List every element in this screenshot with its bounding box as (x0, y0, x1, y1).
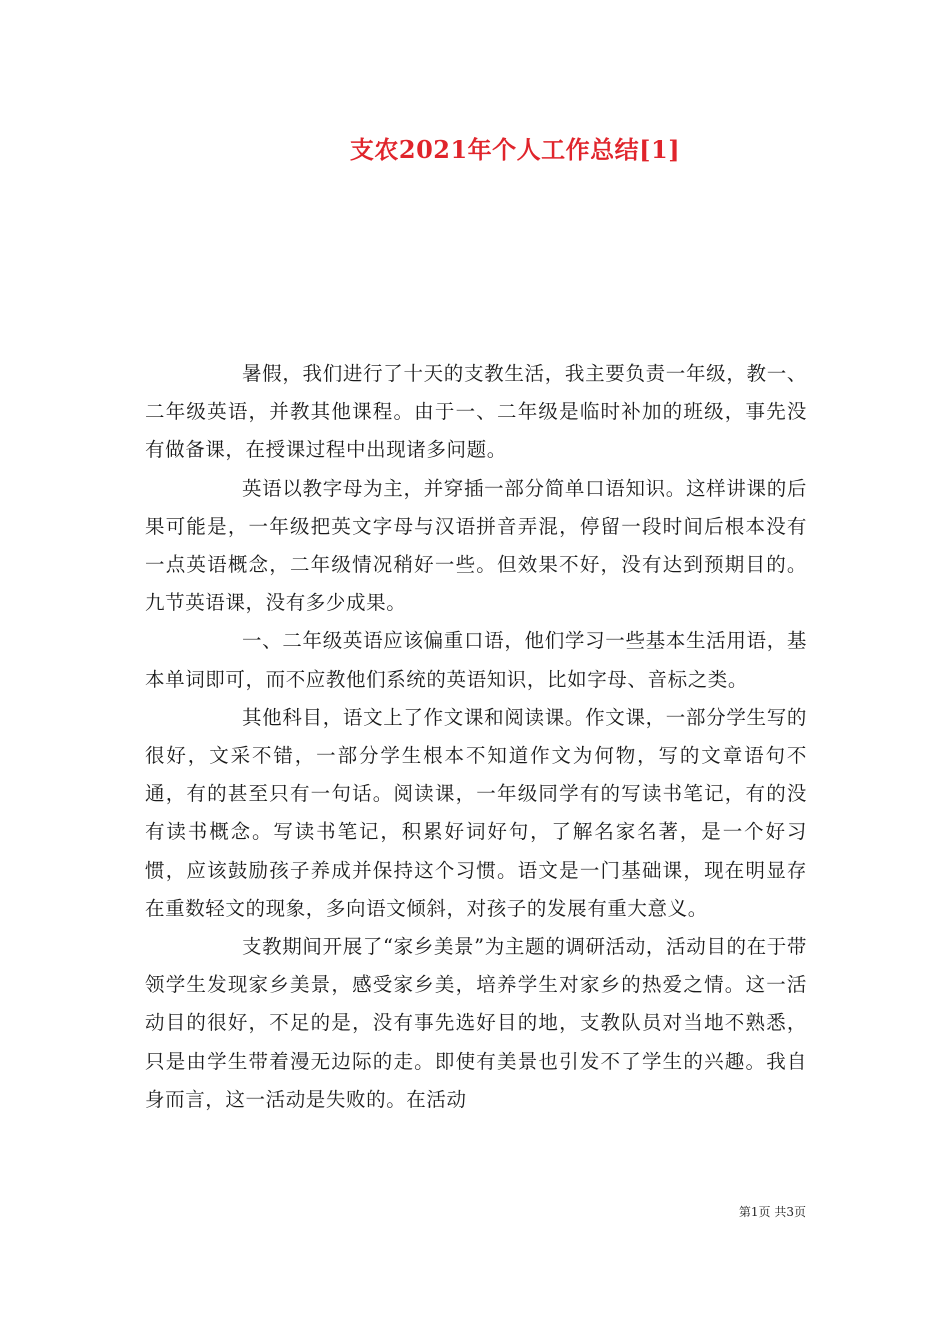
paragraph-5: 支教期间开展了“家乡美景”为主题的调研活动，活动目的在于带领学生发现家乡美景，感受家乡美，培养学生对家乡的热爱之情。这一活动目的很好，不足的是，没有事先选好目的地，支教队员对当地不熟悉，只是由学生带着漫无边际的走。即使有美景也引发不了学生的兴趣。我自身而言，这一活动是失败的。在活动 (145, 935, 807, 1111)
paragraph-1: 暑假，我们进行了十天的支教生活，我主要负责一年级，教一、二年级英语，并教其他课程。由于一、二年级是临时补加的班级，事先没有做备课，在授课过程中出现诸多问题。 (145, 362, 807, 462)
document-body (145, 355, 807, 1119)
paragraph-3: 一、二年级英语应该偏重口语，他们学习一些基本生活用语，基本单词即可，而不应教他们系统的英语知识，比如字母、音标之类。 (145, 629, 807, 691)
paragraph-2: 英语以教字母为主，并穿插一部分简单口语知识。这样讲课的后果可能是，一年级把英文字母与汉语拼音弄混，停留一段时间后根本没有一点英语概念，二年级情况稍好一些。但效果不好，没有达到预期目的。九节英语课，没有多少成果。 (145, 476, 807, 615)
paragraph-4: 其他科目，语文上了作文课和阅读课。作文课，一部分学生写的很好，文采不错，一部分学生根本不知道作文为何物，写的文章语句不通，有的甚至只有一句话。阅读课，一年级同学有的写读书笔记，有的没有读书概念。写读书笔记，积累好词好句，了解名家名著，是一个好习惯，应该鼓励孩子养成并保持这个习惯。语文是一门基础课，现在明显存在重数轻文的现象，多向语文倾斜，对孩子的发展有重大意义。 (145, 705, 807, 920)
page-number-footer: 第1页 共3页 (738, 1205, 806, 1219)
document-title: 支农2021年个人工作总结[1] (349, 135, 681, 164)
